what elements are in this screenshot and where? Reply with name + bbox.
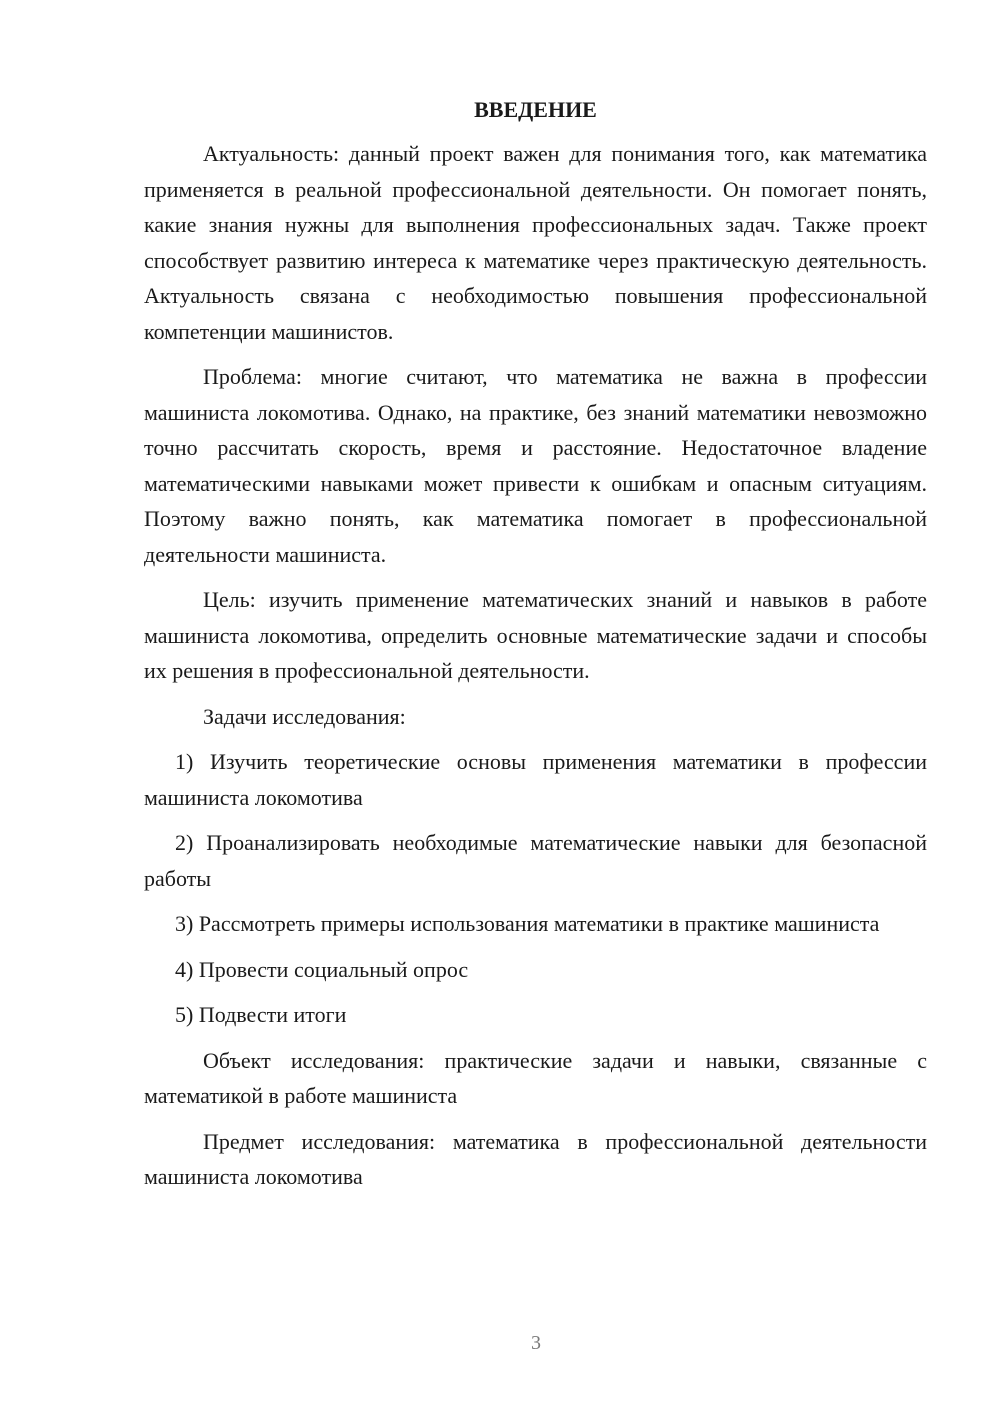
section-heading: ВВЕДЕНИЕ — [474, 97, 597, 122]
task-item-4: 4) Провести социальный опрос — [175, 956, 469, 982]
task-item-3: 3) Рассмотреть примеры использования математики в практике машиниста — [175, 911, 880, 936]
tasks-intro: Задачи исследования: — [203, 703, 406, 729]
page-number: 3 — [531, 1332, 541, 1354]
document-page — [144, 92, 927, 1205]
problem-paragraph: Проблема: многие считают, что математика не важна в профессии машиниста локомотива. Однако, на практике, без знаний математики невозможно точно рассчитать скорость, время и расстояние. Недостаточное владение математическими навыками может привести к ошибкам и опасным ситуациям. Поэтому важно понять, как математика помогает в профессиональной деятельности машиниста. — [144, 364, 927, 567]
task-item-2: 2) Проанализировать необходимые математические навыки для безопасной работы — [144, 830, 927, 891]
subject-paragraph: Предмет исследования: математика в профессиональной деятельности машиниста локомотива — [144, 1128, 927, 1189]
object-paragraph: Объект исследования: практические задачи и навыки, связанные с математикой в работе машиниста — [144, 1047, 927, 1108]
relevance-paragraph: Актуальность: данный проект важен для понимания того, как математика применяется в реальной профессиональной деятельности. Он помогает понять, какие знания нужны для выполнения профессиональных задач. Также проект способствует развитию интереса к математике через практическую деятельность. Актуальность связана с необходимостью повышения профессиональной компетенции машинистов. — [144, 141, 927, 344]
task-item-5: 5) Подвести итоги — [175, 1002, 347, 1027]
goal-paragraph: Цель: изучить применение математических знаний и навыков в работе машиниста локомотива, определить основные математические задачи и способы их решения в профессиональной деятельности. — [144, 587, 927, 683]
task-item-1: 1) Изучить теоретические основы применения математики в профессии машиниста локомотива — [144, 749, 927, 810]
